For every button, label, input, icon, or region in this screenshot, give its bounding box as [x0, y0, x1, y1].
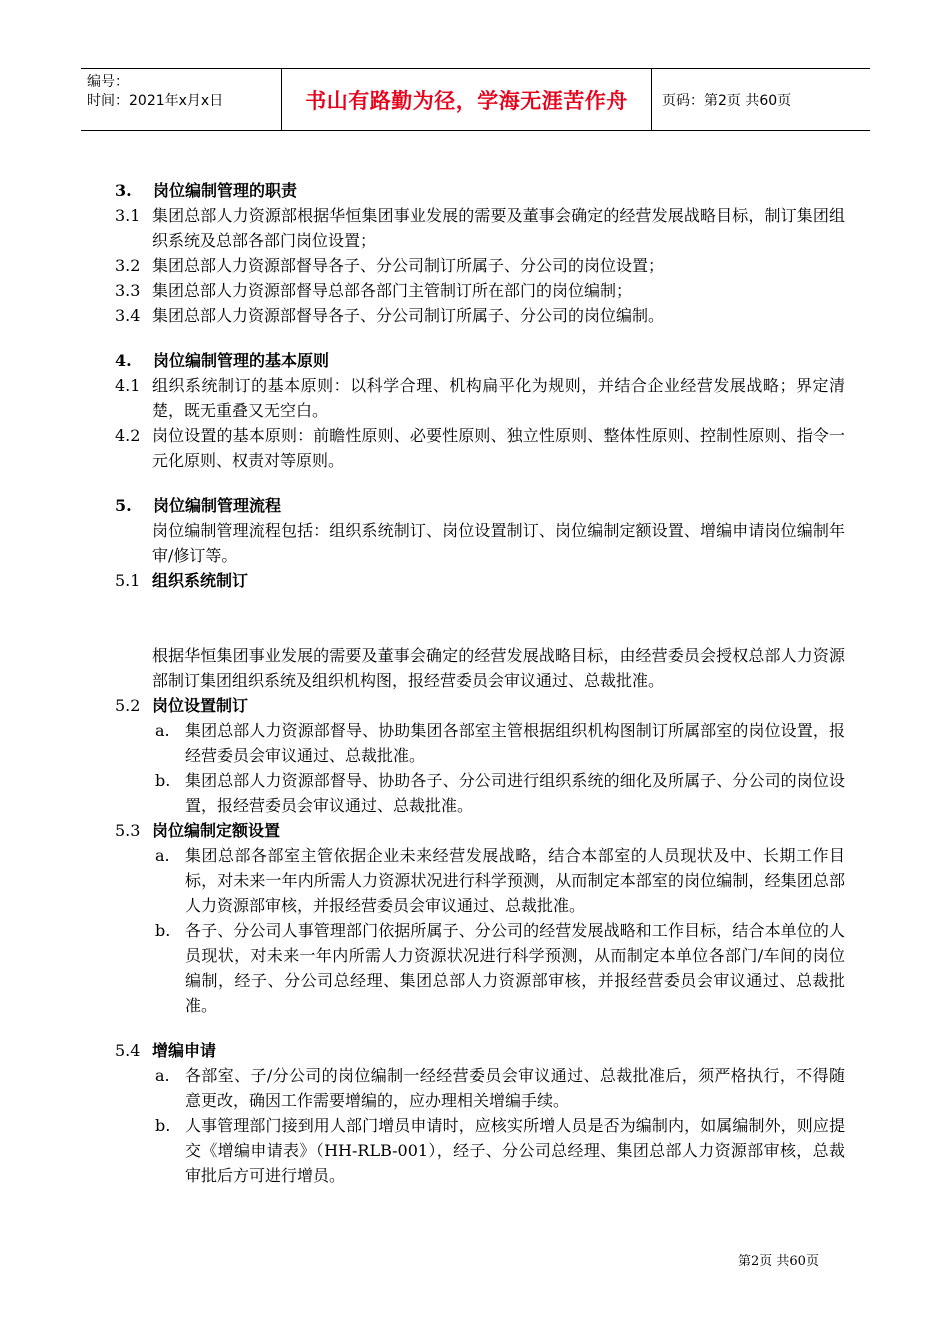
clause-4-2: 4.2 岗位设置的基本原则：前瞻性原则、必要性原则、独立性原则、整体性原则、控制性原则、指令一元化原则、权责对等原则。 — [115, 426, 845, 470]
subsection-5-3-heading: 5.3 岗位编制定额设置 — [115, 821, 281, 840]
list-item: a. 各部室、子/分公司的岗位编制一经经营委员会审议通过、总裁批准后，须严格执行，不得随意更改，确因工作需要增编的，应办理相关增编手续。 — [155, 1066, 845, 1110]
date-label: 时间：2021年x月x日 — [87, 93, 224, 109]
clause-3-1: 3.1 集团总部人力资源部根据华恒集团事业发展的需要及董事会确定的经营发展战略目标，制订集团组织系统及总部各部门岗位设置； — [115, 206, 845, 250]
subsection-5-4-heading: 5.4 增编申请 — [115, 1041, 217, 1060]
page-footer: 第2页 共60页 — [738, 1254, 819, 1269]
subsection-5-1-text: 根据华恒集团事业发展的需要及董事会确定的经营发展战略目标，由经营委员会授权总部人力资源部制订集团组织系统及组织机构图，报经营委员会审议通过、总裁批准。 — [152, 646, 845, 690]
header-motto: 书山有路勤为径，学海无涯苦作舟 — [282, 69, 652, 130]
doc-number-label: 编号： — [87, 74, 129, 90]
list-item: a. 集团总部人力资源部督导、协助集团各部室主管根据组织机构图制订所属部室的岗位设置，报经营委员会审议通过、总裁批准。 — [155, 721, 845, 765]
document-body — [115, 178, 845, 1188]
section-3-heading: 3. 岗位编制管理的职责 — [115, 181, 298, 200]
list-item: b. 人事管理部门接到用人部门增员申请时，应核实所增人员是否为编制内，如属编制外，则应提交《增编申请表》（HH-RLB-001），经子、分公司总经理、集团总部人力资源部审核，总裁审批后方可进行增员。 — [155, 1116, 845, 1185]
clause-4-1: 4.1 组织系统制订的基本原则：以科学合理、机构扁平化为规则，并结合企业经营发展战略；界定清楚，既无重叠又无空白。 — [115, 376, 845, 420]
header-meta — [81, 69, 282, 130]
clause-3-2: 3.2 集团总部人力资源部督导各子、分公司制订所属子、分公司的岗位设置； — [115, 256, 665, 275]
list-item: b. 各子、分公司人事管理部门依据所属子、分公司的经营发展战略和工作目标，结合本单位的人员现状，对未来一年内所需人力资源状况进行科学预测，从而制定本单位各部门/车间的岗位编制，经子、分公司总经理、集团总部人力资源部审核，并报经营委员会审议通过、总裁批准。 — [155, 921, 845, 1015]
clause-3-4: 3.4 集团总部人力资源部督导各子、分公司制订所属子、分公司的岗位编制。 — [115, 306, 665, 325]
clause-3-3: 3.3 集团总部人力资源部督导总部各部门主管制订所在部门的岗位编制； — [115, 281, 633, 300]
subsection-5-1-heading: 5.1 组织系统制订 — [115, 571, 249, 590]
page-header — [81, 68, 870, 131]
section-5-heading: 5. 岗位编制管理流程 — [115, 496, 282, 515]
section-4-heading: 4. 岗位编制管理的基本原则 — [115, 351, 330, 370]
list-item: a. 集团总部各部室主管依据企业未来经营发展战略，结合本部室的人员现状及中、长期工作目标，对未来一年内所需人力资源状况进行科学预测，从而制定本部室的岗位编制，经集团总部人力资源部审核，并报经营委员会审议通过、总裁批准。 — [155, 846, 845, 915]
subsection-5-2-heading: 5.2 岗位设置制订 — [115, 696, 249, 715]
list-item: b. 集团总部人力资源部督导、协助各子、分公司进行组织系统的细化及所属子、分公司的岗位设置，报经营委员会审议通过、总裁批准。 — [155, 771, 845, 815]
header-page-info: 页码：第2页 共60页 — [662, 92, 792, 109]
section-5-intro: 岗位编制管理流程包括：组织系统制订、岗位设置制订、岗位编制定额设置、增编申请岗位编制年审/修订等。 — [152, 521, 845, 565]
